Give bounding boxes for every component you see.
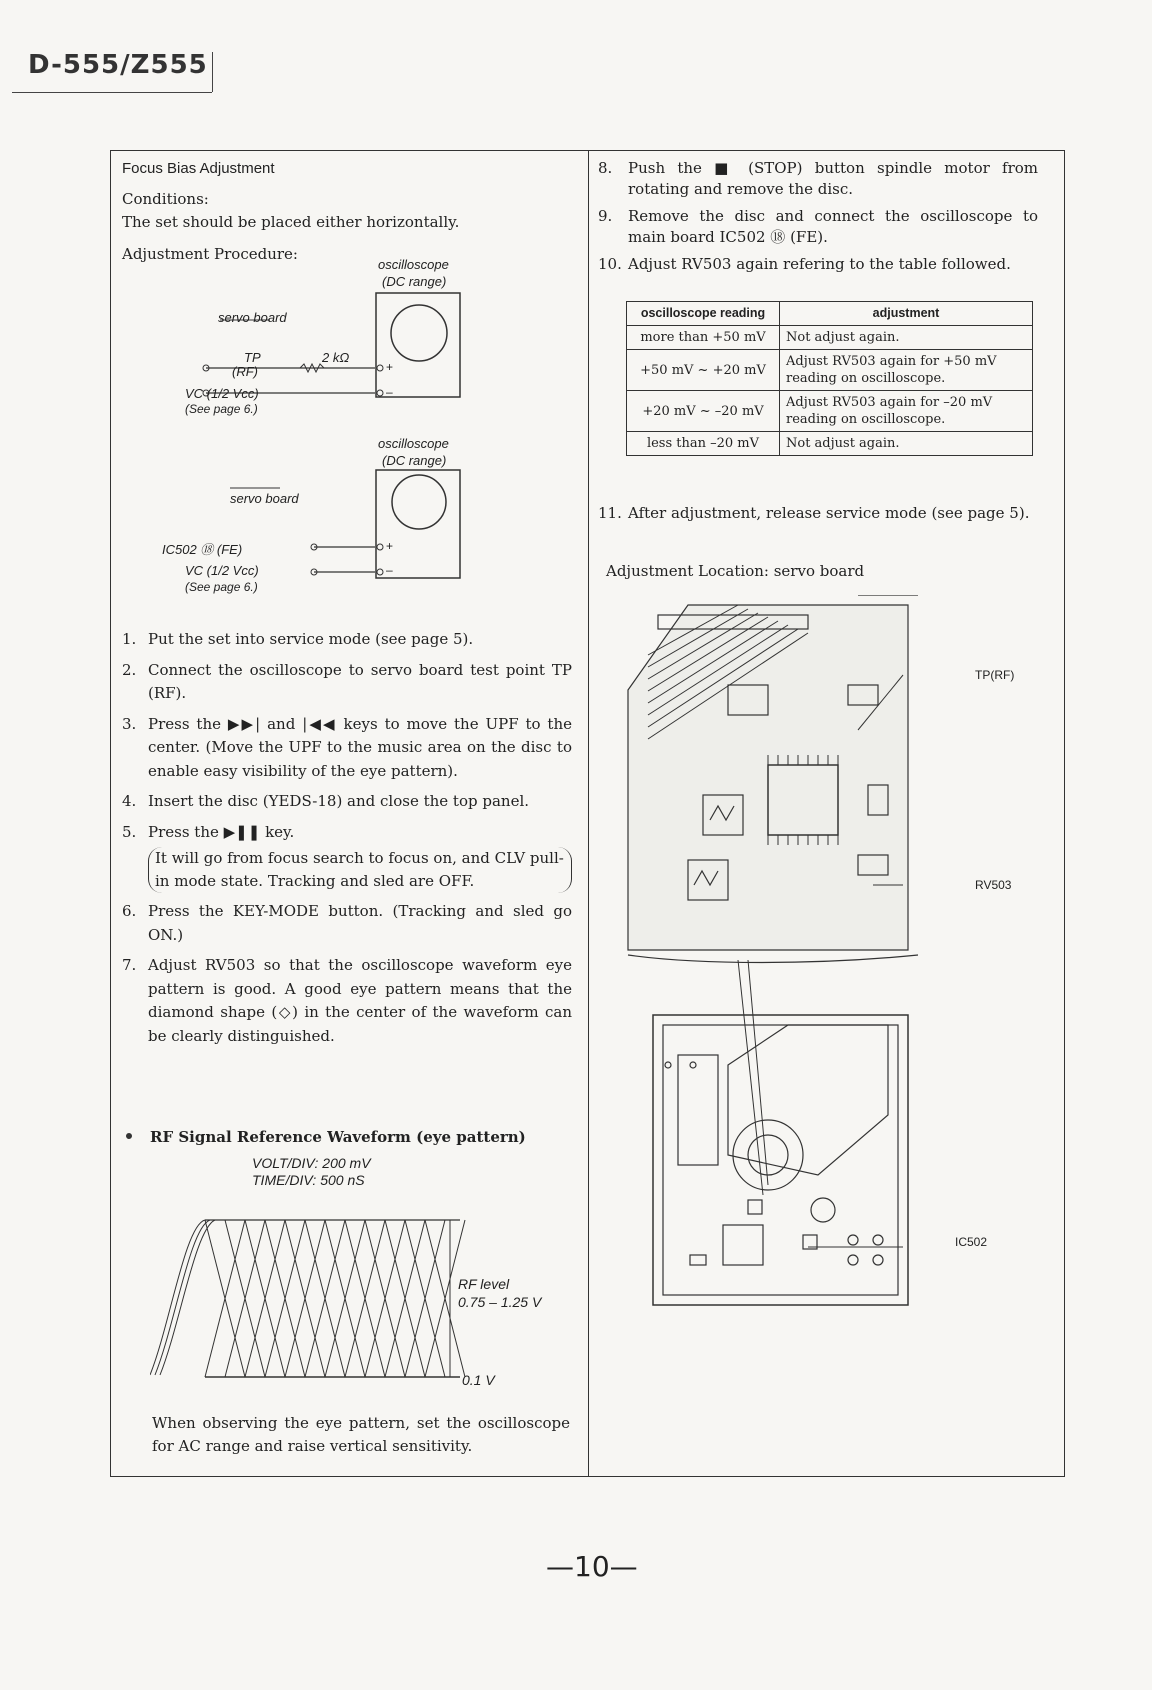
ic502-fe-label: IC502 ⑱ (FE) [162,542,243,557]
table-cell: Adjust RV503 again for –20 mV reading on oscilloscope. [780,391,1033,432]
rf-waveform-heading: RF Signal Reference Waveform (eye pattern) [150,1128,526,1146]
minus-terminal-1: – [386,385,393,399]
procedure-heading: Adjustment Procedure: [122,245,298,263]
resistor-label: 2 kΩ [322,350,350,365]
step-8: 8. Push the ■ (STOP) button spindle motor from rotating and remove the disc. [598,159,1038,198]
step-7: 7. Adjust RV503 so that the oscilloscope waveform eye pattern is good. A good eye pattern means that the diamond shape (◇) in the center of the waveform can be clearly distinguished. [122,956,572,1045]
step-9: 9. Remove the disc and connect the oscilloscope to main board IC502 ⑱ (FE). [598,207,1038,246]
header-rule [12,92,212,93]
baseline-voltage: 0.1 V [462,1372,495,1388]
rf-level-value: 0.75 – 1.25 V [458,1294,542,1310]
plus-terminal-2: + [386,539,394,553]
step-1: 1. Put the set into service mode (see page 5). [122,630,474,648]
table-cell: less than –20 mV [627,432,780,456]
plus-terminal-1: + [386,360,394,374]
step-11: 11. After adjustment, release service mode (see page 5). [598,504,1030,522]
table-row [627,350,1033,391]
location-label: Adjustment Location: [606,562,769,580]
right-steps [598,158,1038,281]
table-row [627,391,1033,432]
see-page-label-2: (See page 6.) [185,580,258,594]
servo-board-diagram [618,595,1038,1325]
conditions-text: The set should be placed either horizontally. [122,213,460,231]
minus-terminal-2: – [386,563,393,577]
step-6: 6. Press the KEY-MODE button. (Tracking and sled go ON.) [122,902,572,944]
model-number: D-555/Z555 [28,50,208,80]
table-cell: Adjust RV503 again for +50 mV reading on oscilloscope. [780,350,1033,391]
table-cell: +20 mV ~ –20 mV [627,391,780,432]
table-cell: Not adjust again. [780,326,1033,350]
scope-label-2a: oscilloscope [378,436,449,451]
rf-label: (RF) [232,364,258,379]
table-header: adjustment [780,302,1033,326]
step-4: 4. Insert the disc (YEDS-18) and close the top panel. [122,792,530,810]
callout-tp-rf: TP(RF) [975,668,1015,682]
vc-label-1: VC (1/2 Vcc) [185,386,259,401]
column-divider [588,150,589,1477]
callout-ic502: IC502 [955,1235,988,1249]
servo-board-label-1: servo board [218,310,287,325]
servo-board-label-2: servo board [230,491,299,506]
location-value: servo board [773,562,865,580]
table-header-row [627,302,1033,326]
rf-level-label [458,1275,541,1311]
bullet-icon [126,1133,132,1139]
section-title: Focus Bias Adjustment [122,160,275,177]
step-10: 10. Adjust RV503 again refering to the table followed. [598,255,1011,273]
vc-label-2: VC (1/2 Vcc) [185,563,259,578]
rf-level-title: RF level [458,1276,510,1292]
header-rule-vertical [212,52,213,92]
table-cell: Not adjust again. [780,432,1033,456]
table-header: oscilloscope reading [627,302,780,326]
step-5: 5. Press the ▶❚❚ key. [122,822,295,841]
table-cell: +50 mV ~ +20 mV [627,350,780,391]
step-5-note: It will go from focus search to focus on, and CLV pull-in mode state. Tracking and sled are OFF. [148,847,572,893]
see-page-label-1: (See page 6.) [185,402,258,416]
eye-pattern-waveform [150,1205,470,1390]
table-row [627,432,1033,456]
volt-div-label: VOLT/DIV: 200 mV [252,1155,371,1171]
adjustment-location [606,562,864,580]
time-div-label: TIME/DIV: 500 nS [252,1172,365,1188]
scope-label-1a: oscilloscope [378,257,449,272]
procedure-steps [122,628,572,1055]
scope-label-2b: (DC range) [382,453,447,468]
table-row [627,326,1033,350]
table-cell: more than +50 mV [627,326,780,350]
conditions-heading: Conditions: [122,190,209,208]
observe-note: When observing the eye pattern, set the oscilloscope for AC range and raise vertical sensitivity. [152,1414,570,1455]
tp-label: TP [244,350,261,365]
step-11-block [598,503,1038,530]
step-2: 2. Connect the oscilloscope to servo board test point TP (RF). [122,660,572,702]
adjustment-table [626,301,1033,456]
page-number: —10— [546,1550,638,1583]
callout-rv503: RV503 [975,878,1012,892]
step-3: 3. Press the ▶▶| and |◀◀ keys to move the UPF to the center. (Move the UPF to the music area on the disc to enable easy visibility of the eye pattern). [122,714,572,780]
scope-label-1b: (DC range) [382,274,447,289]
